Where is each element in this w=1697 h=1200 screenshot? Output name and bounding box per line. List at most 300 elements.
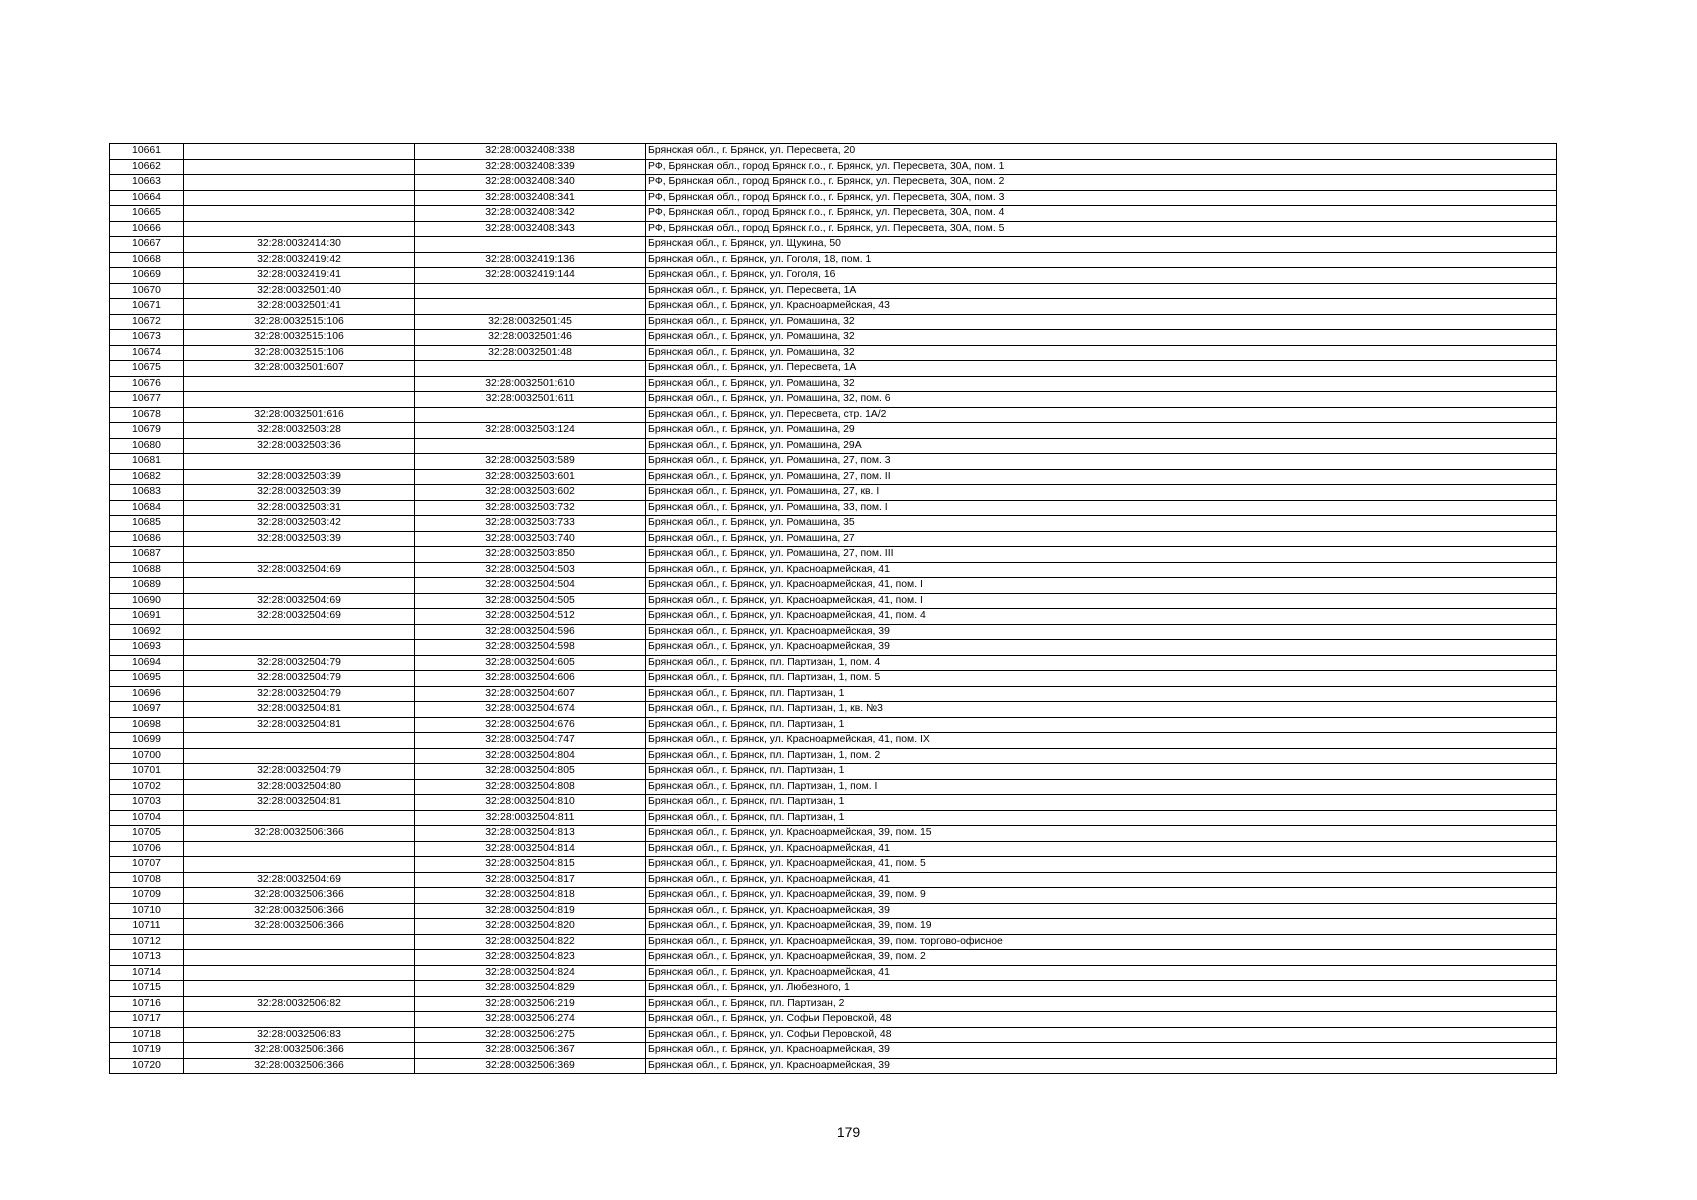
cadastral-number-cell: 32:28:0032506:274 [415, 1012, 646, 1028]
row-number-cell: 10661 [110, 144, 184, 160]
row-number-cell: 10663 [110, 175, 184, 191]
row-number-cell: 10695 [110, 671, 184, 687]
parent-cadastral-number-cell: 32:28:0032504:79 [184, 686, 415, 702]
address-cell: РФ, Брянская обл., город Брянск г.о., г. Брянск, ул. Пересвета, 30А, пом. 4 [646, 206, 1557, 222]
address-cell: Брянская обл., г. Брянск, ул. Софьи Перовской, 48 [646, 1012, 1557, 1028]
table-row [110, 531, 1557, 547]
cadastral-number-cell: 32:28:0032506:275 [415, 1027, 646, 1043]
parent-cadastral-number-cell [184, 950, 415, 966]
cadastral-number-cell: 32:28:0032504:815 [415, 857, 646, 873]
address-cell: РФ, Брянская обл., город Брянск г.о., г. Брянск, ул. Пересвета, 30А, пом. 2 [646, 175, 1557, 191]
table-row [110, 159, 1557, 175]
cadastral-number-cell [415, 361, 646, 377]
address-cell: Брянская обл., г. Брянск, ул. Щукина, 50 [646, 237, 1557, 253]
parent-cadastral-number-cell: 32:28:0032501:616 [184, 407, 415, 423]
table-row [110, 686, 1557, 702]
parent-cadastral-number-cell: 32:28:0032501:40 [184, 283, 415, 299]
parent-cadastral-number-cell: 32:28:0032504:69 [184, 593, 415, 609]
row-number-cell: 10664 [110, 190, 184, 206]
parent-cadastral-number-cell: 32:28:0032503:28 [184, 423, 415, 439]
table-row [110, 609, 1557, 625]
address-cell: Брянская обл., г. Брянск, ул. Ромашина, 27 [646, 531, 1557, 547]
row-number-cell: 10708 [110, 872, 184, 888]
row-number-cell: 10719 [110, 1043, 184, 1059]
cadastral-number-cell: 32:28:0032503:850 [415, 547, 646, 563]
parent-cadastral-number-cell: 32:28:0032504:79 [184, 764, 415, 780]
address-cell: Брянская обл., г. Брянск, пл. Партизан, 1, кв. №3 [646, 702, 1557, 718]
cadastral-number-cell: 32:28:0032408:341 [415, 190, 646, 206]
row-number-cell: 10687 [110, 547, 184, 563]
parent-cadastral-number-cell: 32:28:0032503:39 [184, 485, 415, 501]
table-row [110, 175, 1557, 191]
row-number-cell: 10677 [110, 392, 184, 408]
parent-cadastral-number-cell: 32:28:0032501:607 [184, 361, 415, 377]
parent-cadastral-number-cell: 32:28:0032504:79 [184, 655, 415, 671]
parent-cadastral-number-cell [184, 206, 415, 222]
table-row [110, 392, 1557, 408]
address-cell: Брянская обл., г. Брянск, ул. Красноармейская, 39 [646, 1043, 1557, 1059]
table-row [110, 1058, 1557, 1074]
cadastral-number-cell: 32:28:0032504:606 [415, 671, 646, 687]
table-row [110, 748, 1557, 764]
parent-cadastral-number-cell [184, 190, 415, 206]
address-cell: Брянская обл., г. Брянск, ул. Гоголя, 18, пом. 1 [646, 252, 1557, 268]
row-number-cell: 10715 [110, 981, 184, 997]
table-row [110, 950, 1557, 966]
address-cell: Брянская обл., г. Брянск, ул. Красноармейская, 39, пом. торгово-офисное [646, 934, 1557, 950]
address-cell: Брянская обл., г. Брянск, пл. Партизан, 1, пом. 4 [646, 655, 1557, 671]
table-row [110, 857, 1557, 873]
address-cell: РФ, Брянская обл., город Брянск г.о., г. Брянск, ул. Пересвета, 30А, пом. 5 [646, 221, 1557, 237]
row-number-cell: 10706 [110, 841, 184, 857]
cadastral-number-cell: 32:28:0032408:339 [415, 159, 646, 175]
row-number-cell: 10702 [110, 779, 184, 795]
parent-cadastral-number-cell [184, 376, 415, 392]
address-cell: РФ, Брянская обл., город Брянск г.о., г. Брянск, ул. Пересвета, 30А, пом. 1 [646, 159, 1557, 175]
row-number-cell: 10671 [110, 299, 184, 315]
cadastral-number-cell: 32:28:0032504:804 [415, 748, 646, 764]
cadastral-number-cell [415, 407, 646, 423]
table-row [110, 655, 1557, 671]
cadastral-number-cell: 32:28:0032504:512 [415, 609, 646, 625]
row-number-cell: 10675 [110, 361, 184, 377]
cadastral-number-cell: 32:28:0032504:824 [415, 965, 646, 981]
address-cell: Брянская обл., г. Брянск, ул. Красноармейская, 41, пом. 4 [646, 609, 1557, 625]
row-number-cell: 10679 [110, 423, 184, 439]
table-row [110, 314, 1557, 330]
address-cell: Брянская обл., г. Брянск, ул. Красноармейская, 41 [646, 872, 1557, 888]
address-cell: Брянская обл., г. Брянск, ул. Красноармейская, 41, пом. 5 [646, 857, 1557, 873]
address-cell: Брянская обл., г. Брянск, ул. Ромашина, 33, пом. I [646, 500, 1557, 516]
cadastral-number-cell: 32:28:0032504:823 [415, 950, 646, 966]
row-number-cell: 10674 [110, 345, 184, 361]
address-cell: Брянская обл., г. Брянск, пл. Партизан, 2 [646, 996, 1557, 1012]
parent-cadastral-number-cell: 32:28:0032504:69 [184, 609, 415, 625]
table-row [110, 361, 1557, 377]
table-row [110, 562, 1557, 578]
parent-cadastral-number-cell [184, 547, 415, 563]
address-cell: Брянская обл., г. Брянск, ул. Софьи Перовской, 48 [646, 1027, 1557, 1043]
row-number-cell: 10693 [110, 640, 184, 656]
row-number-cell: 10676 [110, 376, 184, 392]
cadastral-number-cell: 32:28:0032504:822 [415, 934, 646, 950]
row-number-cell: 10665 [110, 206, 184, 222]
cadastral-number-cell: 32:28:0032501:48 [415, 345, 646, 361]
cadastral-number-cell: 32:28:0032504:814 [415, 841, 646, 857]
cadastral-number-cell: 32:28:0032504:813 [415, 826, 646, 842]
row-number-cell: 10686 [110, 531, 184, 547]
row-number-cell: 10669 [110, 268, 184, 284]
address-cell: Брянская обл., г. Брянск, ул. Красноармейская, 39 [646, 624, 1557, 640]
parent-cadastral-number-cell: 32:28:0032506:366 [184, 903, 415, 919]
table-row [110, 965, 1557, 981]
cadastral-number-cell: 32:28:0032419:136 [415, 252, 646, 268]
cadastral-number-cell: 32:28:0032504:820 [415, 919, 646, 935]
table-row [110, 981, 1557, 997]
parent-cadastral-number-cell: 32:28:0032504:81 [184, 795, 415, 811]
parent-cadastral-number-cell: 32:28:0032504:80 [184, 779, 415, 795]
cadastral-number-cell: 32:28:0032504:607 [415, 686, 646, 702]
parent-cadastral-number-cell: 32:28:0032503:39 [184, 469, 415, 485]
cadastral-number-cell: 32:28:0032504:504 [415, 578, 646, 594]
row-number-cell: 10670 [110, 283, 184, 299]
row-number-cell: 10718 [110, 1027, 184, 1043]
cadastral-number-cell: 32:28:0032504:503 [415, 562, 646, 578]
cadastral-number-cell: 32:28:0032503:589 [415, 454, 646, 470]
parent-cadastral-number-cell: 32:28:0032503:42 [184, 516, 415, 532]
table-row [110, 500, 1557, 516]
parent-cadastral-number-cell: 32:28:0032504:69 [184, 872, 415, 888]
row-number-cell: 10717 [110, 1012, 184, 1028]
row-number-cell: 10707 [110, 857, 184, 873]
cadastral-number-cell: 32:28:0032504:598 [415, 640, 646, 656]
parent-cadastral-number-cell [184, 857, 415, 873]
table-row [110, 485, 1557, 501]
table-row [110, 283, 1557, 299]
cadastral-number-cell: 32:28:0032506:369 [415, 1058, 646, 1074]
address-cell: Брянская обл., г. Брянск, ул. Красноармейская, 41 [646, 562, 1557, 578]
parent-cadastral-number-cell: 32:28:0032503:39 [184, 531, 415, 547]
row-number-cell: 10666 [110, 221, 184, 237]
table-row [110, 717, 1557, 733]
row-number-cell: 10713 [110, 950, 184, 966]
table-row [110, 516, 1557, 532]
cadastral-number-cell: 32:28:0032501:45 [415, 314, 646, 330]
table-row [110, 1012, 1557, 1028]
cadastral-number-cell: 32:28:0032408:343 [415, 221, 646, 237]
address-cell: Брянская обл., г. Брянск, ул. Пересвета, 1А [646, 361, 1557, 377]
cadastral-number-cell: 32:28:0032504:819 [415, 903, 646, 919]
address-cell: Брянская обл., г. Брянск, ул. Гоголя, 16 [646, 268, 1557, 284]
row-number-cell: 10667 [110, 237, 184, 253]
table-row [110, 376, 1557, 392]
cadastral-number-cell [415, 283, 646, 299]
row-number-cell: 10700 [110, 748, 184, 764]
address-cell: Брянская обл., г. Брянск, ул. Красноармейская, 39, пом. 15 [646, 826, 1557, 842]
table-row [110, 996, 1557, 1012]
row-number-cell: 10672 [110, 314, 184, 330]
address-cell: Брянская обл., г. Брянск, ул. Красноармейская, 41 [646, 841, 1557, 857]
table-row [110, 547, 1557, 563]
table-row [110, 190, 1557, 206]
parent-cadastral-number-cell: 32:28:0032414:30 [184, 237, 415, 253]
parent-cadastral-number-cell [184, 810, 415, 826]
address-cell: Брянская обл., г. Брянск, пл. Партизан, 1, пом. 2 [646, 748, 1557, 764]
row-number-cell: 10709 [110, 888, 184, 904]
address-cell: Брянская обл., г. Брянск, ул. Ромашина, 32 [646, 376, 1557, 392]
cadastral-number-cell: 32:28:0032504:605 [415, 655, 646, 671]
row-number-cell: 10704 [110, 810, 184, 826]
cadastral-number-cell: 32:28:0032504:805 [415, 764, 646, 780]
address-cell: Брянская обл., г. Брянск, ул. Красноармейская, 39 [646, 1058, 1557, 1074]
table-row [110, 454, 1557, 470]
row-number-cell: 10668 [110, 252, 184, 268]
row-number-cell: 10688 [110, 562, 184, 578]
row-number-cell: 10683 [110, 485, 184, 501]
cadastral-number-cell: 32:28:0032408:342 [415, 206, 646, 222]
address-cell: Брянская обл., г. Брянск, ул. Ромашина, 27, пом. III [646, 547, 1557, 563]
address-cell: Брянская обл., г. Брянск, ул. Красноармейская, 39, пом. 19 [646, 919, 1557, 935]
parent-cadastral-number-cell [184, 981, 415, 997]
address-cell: Брянская обл., г. Брянск, ул. Красноармейская, 39, пом. 2 [646, 950, 1557, 966]
row-number-cell: 10716 [110, 996, 184, 1012]
table-row [110, 919, 1557, 935]
parent-cadastral-number-cell [184, 965, 415, 981]
table-row [110, 469, 1557, 485]
cadastral-number-cell [415, 299, 646, 315]
cadastral-number-cell: 32:28:0032506:367 [415, 1043, 646, 1059]
address-cell: Брянская обл., г. Брянск, пл. Партизан, 1 [646, 686, 1557, 702]
cadastral-number-cell: 32:28:0032501:610 [415, 376, 646, 392]
table-row [110, 268, 1557, 284]
row-number-cell: 10681 [110, 454, 184, 470]
cadastral-number-cell: 32:28:0032504:818 [415, 888, 646, 904]
parent-cadastral-number-cell [184, 144, 415, 160]
table-row [110, 345, 1557, 361]
table-row [110, 252, 1557, 268]
row-number-cell: 10720 [110, 1058, 184, 1074]
row-number-cell: 10673 [110, 330, 184, 346]
row-number-cell: 10711 [110, 919, 184, 935]
address-cell: Брянская обл., г. Брянск, ул. Красноармейская, 41, пом. I [646, 593, 1557, 609]
cadastral-number-cell: 32:28:0032503:602 [415, 485, 646, 501]
address-cell: Брянская обл., г. Брянск, ул. Пересвета, стр. 1А/2 [646, 407, 1557, 423]
address-cell: Брянская обл., г. Брянск, ул. Ромашина, 27, пом. 3 [646, 454, 1557, 470]
table-row [110, 826, 1557, 842]
address-cell: Брянская обл., г. Брянск, пл. Партизан, 1, пом. I [646, 779, 1557, 795]
parent-cadastral-number-cell: 32:28:0032506:366 [184, 919, 415, 935]
parent-cadastral-number-cell: 32:28:0032504:81 [184, 717, 415, 733]
row-number-cell: 10682 [110, 469, 184, 485]
row-number-cell: 10696 [110, 686, 184, 702]
address-cell: Брянская обл., г. Брянск, ул. Ромашина, 35 [646, 516, 1557, 532]
row-number-cell: 10698 [110, 717, 184, 733]
row-number-cell: 10699 [110, 733, 184, 749]
table-row [110, 237, 1557, 253]
row-number-cell: 10703 [110, 795, 184, 811]
address-cell: Брянская обл., г. Брянск, ул. Красноармейская, 39 [646, 903, 1557, 919]
cadastral-number-cell: 32:28:0032504:747 [415, 733, 646, 749]
table-row [110, 903, 1557, 919]
row-number-cell: 10684 [110, 500, 184, 516]
table-row [110, 330, 1557, 346]
table-row [110, 624, 1557, 640]
address-cell: Брянская обл., г. Брянск, пл. Партизан, 1, пом. 5 [646, 671, 1557, 687]
parent-cadastral-number-cell [184, 748, 415, 764]
table-row [110, 671, 1557, 687]
cadastral-number-cell: 32:28:0032504:596 [415, 624, 646, 640]
parent-cadastral-number-cell: 32:28:0032503:31 [184, 500, 415, 516]
address-cell: Брянская обл., г. Брянск, ул. Красноармейская, 39 [646, 640, 1557, 656]
address-cell: Брянская обл., г. Брянск, ул. Пересвета, 20 [646, 144, 1557, 160]
cadastral-number-cell: 32:28:0032501:611 [415, 392, 646, 408]
parent-cadastral-number-cell: 32:28:0032506:366 [184, 888, 415, 904]
parent-cadastral-number-cell [184, 392, 415, 408]
cadastral-number-cell [415, 237, 646, 253]
address-cell: Брянская обл., г. Брянск, пл. Партизан, 1 [646, 717, 1557, 733]
table-row [110, 144, 1557, 160]
parent-cadastral-number-cell: 32:28:0032504:69 [184, 562, 415, 578]
parent-cadastral-number-cell: 32:28:0032506:366 [184, 826, 415, 842]
address-cell: Брянская обл., г. Брянск, ул. Ромашина, 32 [646, 314, 1557, 330]
address-cell: Брянская обл., г. Брянск, ул. Ромашина, 32, пом. 6 [646, 392, 1557, 408]
address-cell: Брянская обл., г. Брянск, ул. Красноармейская, 41, пом. IX [646, 733, 1557, 749]
address-cell: Брянская обл., г. Брянск, ул. Ромашина, 29А [646, 438, 1557, 454]
cadastral-number-cell: 32:28:0032503:124 [415, 423, 646, 439]
parent-cadastral-number-cell [184, 733, 415, 749]
cadastral-number-cell: 32:28:0032504:674 [415, 702, 646, 718]
parent-cadastral-number-cell: 32:28:0032419:41 [184, 268, 415, 284]
address-cell: Брянская обл., г. Брянск, ул. Ромашина, 27, пом. II [646, 469, 1557, 485]
row-number-cell: 10714 [110, 965, 184, 981]
table-row [110, 578, 1557, 594]
table-row [110, 934, 1557, 950]
cadastral-number-cell: 32:28:0032504:808 [415, 779, 646, 795]
address-cell: Брянская обл., г. Брянск, ул. Ромашина, 32 [646, 345, 1557, 361]
table-row [110, 888, 1557, 904]
cadastral-number-cell: 32:28:0032503:601 [415, 469, 646, 485]
table-row [110, 1027, 1557, 1043]
address-cell: Брянская обл., г. Брянск, ул. Пересвета, 1А [646, 283, 1557, 299]
row-number-cell: 10678 [110, 407, 184, 423]
parent-cadastral-number-cell: 32:28:0032515:106 [184, 330, 415, 346]
table-row [110, 299, 1557, 315]
parent-cadastral-number-cell: 32:28:0032504:79 [184, 671, 415, 687]
cadastral-number-cell: 32:28:0032501:46 [415, 330, 646, 346]
address-cell: Брянская обл., г. Брянск, ул. Ромашина, 32 [646, 330, 1557, 346]
table-row [110, 438, 1557, 454]
row-number-cell: 10692 [110, 624, 184, 640]
address-cell: Брянская обл., г. Брянск, ул. Красноармейская, 41, пом. I [646, 578, 1557, 594]
row-number-cell: 10680 [110, 438, 184, 454]
parent-cadastral-number-cell [184, 578, 415, 594]
table-row [110, 733, 1557, 749]
row-number-cell: 10691 [110, 609, 184, 625]
table-row [110, 593, 1557, 609]
row-number-cell: 10690 [110, 593, 184, 609]
parent-cadastral-number-cell: 32:28:0032503:36 [184, 438, 415, 454]
parent-cadastral-number-cell [184, 159, 415, 175]
parent-cadastral-number-cell [184, 640, 415, 656]
page-number: 179 [836, 1124, 861, 1140]
address-cell: Брянская обл., г. Брянск, ул. Красноармейская, 39, пом. 9 [646, 888, 1557, 904]
parent-cadastral-number-cell: 32:28:0032506:83 [184, 1027, 415, 1043]
cadastral-number-cell: 32:28:0032503:732 [415, 500, 646, 516]
cadastral-number-cell: 32:28:0032408:338 [415, 144, 646, 160]
table-row [110, 221, 1557, 237]
table-row [110, 779, 1557, 795]
parent-cadastral-number-cell: 32:28:0032515:106 [184, 314, 415, 330]
table-row [110, 702, 1557, 718]
cadastral-number-cell: 32:28:0032504:505 [415, 593, 646, 609]
address-cell: Брянская обл., г. Брянск, пл. Партизан, 1 [646, 795, 1557, 811]
cadastral-table [109, 143, 1557, 1074]
address-cell: Брянская обл., г. Брянск, ул. Красноармейская, 41 [646, 965, 1557, 981]
cadastral-number-cell: 32:28:0032503:740 [415, 531, 646, 547]
table-row [110, 206, 1557, 222]
table-body [110, 144, 1557, 1074]
parent-cadastral-number-cell: 32:28:0032506:366 [184, 1043, 415, 1059]
row-number-cell: 10694 [110, 655, 184, 671]
table-row [110, 810, 1557, 826]
cadastral-number-cell: 32:28:0032506:219 [415, 996, 646, 1012]
table-row [110, 872, 1557, 888]
table-row [110, 423, 1557, 439]
parent-cadastral-number-cell [184, 841, 415, 857]
row-number-cell: 10712 [110, 934, 184, 950]
cadastral-number-cell: 32:28:0032504:817 [415, 872, 646, 888]
cadastral-number-cell: 32:28:0032504:676 [415, 717, 646, 733]
cadastral-number-cell: 32:28:0032408:340 [415, 175, 646, 191]
address-cell: Брянская обл., г. Брянск, пл. Партизан, 1 [646, 764, 1557, 780]
cadastral-number-cell: 32:28:0032504:811 [415, 810, 646, 826]
parent-cadastral-number-cell [184, 934, 415, 950]
row-number-cell: 10697 [110, 702, 184, 718]
address-cell: Брянская обл., г. Брянск, ул. Ромашина, 29 [646, 423, 1557, 439]
row-number-cell: 10685 [110, 516, 184, 532]
table-row [110, 841, 1557, 857]
parent-cadastral-number-cell: 32:28:0032506:82 [184, 996, 415, 1012]
row-number-cell: 10710 [110, 903, 184, 919]
table-row [110, 764, 1557, 780]
parent-cadastral-number-cell [184, 175, 415, 191]
table-row [110, 640, 1557, 656]
parent-cadastral-number-cell: 32:28:0032501:41 [184, 299, 415, 315]
cadastral-number-cell: 32:28:0032504:829 [415, 981, 646, 997]
cadastral-number-cell [415, 438, 646, 454]
parent-cadastral-number-cell [184, 221, 415, 237]
row-number-cell: 10705 [110, 826, 184, 842]
address-cell: Брянская обл., г. Брянск, ул. Красноармейская, 43 [646, 299, 1557, 315]
address-cell: РФ, Брянская обл., город Брянск г.о., г. Брянск, ул. Пересвета, 30А, пом. 3 [646, 190, 1557, 206]
cadastral-number-cell: 32:28:0032504:810 [415, 795, 646, 811]
address-cell: Брянская обл., г. Брянск, ул. Ромашина, 27, кв. I [646, 485, 1557, 501]
table-row [110, 1043, 1557, 1059]
cadastral-number-cell: 32:28:0032419:144 [415, 268, 646, 284]
row-number-cell: 10662 [110, 159, 184, 175]
row-number-cell: 10689 [110, 578, 184, 594]
cadastral-number-cell: 32:28:0032503:733 [415, 516, 646, 532]
address-cell: Брянская обл., г. Брянск, пл. Партизан, 1 [646, 810, 1557, 826]
parent-cadastral-number-cell: 32:28:0032515:106 [184, 345, 415, 361]
parent-cadastral-number-cell [184, 1012, 415, 1028]
parent-cadastral-number-cell: 32:28:0032504:81 [184, 702, 415, 718]
address-cell: Брянская обл., г. Брянск, ул. Любезного, 1 [646, 981, 1557, 997]
parent-cadastral-number-cell [184, 454, 415, 470]
table-row [110, 407, 1557, 423]
table-row [110, 795, 1557, 811]
row-number-cell: 10701 [110, 764, 184, 780]
